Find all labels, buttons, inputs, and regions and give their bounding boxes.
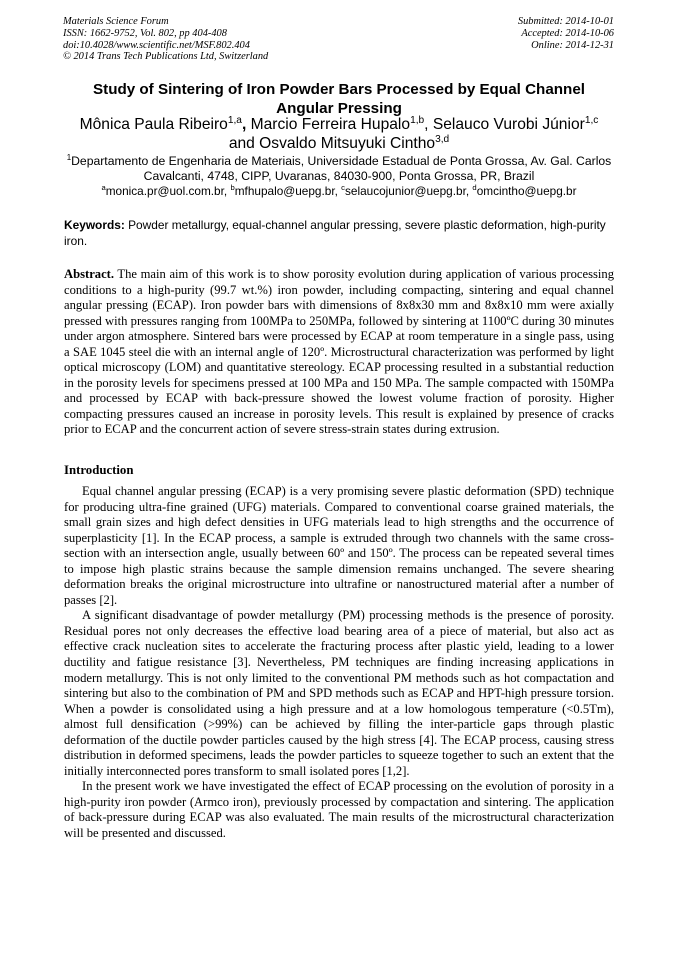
paragraph: In the present work we have investigated the effect of ECAP processing on the evolution of porosity in a high-purity iron powder (Armco iron), previously processed by compactation and sintering. The application of back-pressure during ECAP was also evaluated. The main results of the microstructural characterization will be presented and discussed. [64,779,614,841]
accepted-date: Accepted: 2014-10-06 [521,27,614,39]
email-address: monica.pr@uol.com.br [105,184,224,198]
keywords [64,218,614,249]
journal-info [63,16,268,63]
online-date: Online: 2014-12-31 [531,39,614,51]
journal-doi: doi:10.4028/www.scientific.net/MSF.802.404 [63,39,250,51]
journal-name: Materials Science Forum [63,16,169,27]
keywords-text: Powder metallurgy, equal-channel angular pressing, severe plastic deformation, high-purity iron. [64,218,606,248]
abstract-text: The main aim of this work is to show porosity evolution during application of various processing conditions to a high-purity (99.7 wt.%) iron powder, including compacting, sintering and equal channel angular pressing (ECAP). Iron powder bars with dimensions of 8x8x30 mm and 8x8x10 mm were axially pressed with pressures ranging from 100MPa to 250MPa, followed by sintering at 1100ºC during 30 minutes under argon atmosphere. Sintered bars were processed by ECAP at room temperature in a single pass, using a SAE 1045 steel die with an internal angle of 120º. Microstructural characterization was performed by light optical microscopy (LOM) and quantitative stereology. ECAP processing resulted in a substantial reduction in the porosity levels for specimens pressed at 100 MPa and 150 MPa. The sample compacted with 150MPa and processed by ECAP with back-pressure showed the lowest volume fraction of porosity. Higher compacting pressures caused an increase in porosity levels. This result is explained by presence of cracks prior to ECAP and the concurrent action of severe stress-strain states during extrusion. [64,267,614,437]
email-mark: d [472,183,477,193]
author-separator: , [424,116,433,133]
author-list [40,115,638,153]
paper-title: Study of Sintering of Iron Powder Bars Processed by Equal Channel Angular Pressing [93,81,585,117]
author-affiliation-mark: 1,c [584,114,599,126]
abstract [64,267,614,438]
journal-copyright: © 2014 Trans Tech Publications Ltd, Switzerland [63,51,269,63]
email-mark: c [341,183,345,193]
introduction-body [64,484,614,842]
author-separator: and [228,135,260,152]
paragraph: A significant disadvantage of powder metallurgy (PM) processing methods is the presence of porosity. Residual pores not only decreases the effective load bearing area of a piece of material, but also act as effective crack nucleation sites to accelerate the fracturing process after plastic yield, leading to a lower ductility and fatigue resistance [3]. Nevertheless, PM techniques are finding increasing applications in modern metallurgy. This is not only limited to the conventional PM methods such as hot compactation and sintering but also to the combination of PM and SPD methods such as ECAP and HPT-high pressure torsion. When a powder is consolidated using a high pressure and at a low homologous temperature (<0.5Tm), almost full densification (>99%) can be achieved by filling the inter-particle gaps through plastic deformation of the ductile powder particles caused by the high stress [4]. The ECAP process, causing stress distribution in deformed specimens, leads the powder particles to squeeze together to such an extent that the initially interconnected pores transform to small isolated pores [1,2]. [64,608,614,778]
keywords-label: Keywords: [64,218,125,232]
author-name: Selauco Vurobi Júnior [432,116,585,133]
author-emails: $^a$monica.pr@uol.com.br, $^b$mfhupalo@uepg.br, $^c$selaucojunior@uepg.br, $^d$omcintho@uepg.br [101,183,577,198]
email-address: mfhupalo@uepg.br [234,184,335,198]
author-affiliation-mark: 1,b [410,114,425,126]
author-name: Osvaldo Mitsuyuki Cintho [259,135,436,152]
author-affiliation-mark: 1,a [227,114,242,126]
affiliation-mark: 1 [66,152,72,162]
journal-issn: ISSN: 1662-9752, Vol. 802, pp 404-408 [63,27,227,39]
author-separator: , [241,116,251,133]
author-name: Marcio Ferreira Hupalo [250,116,411,133]
author-affiliation-mark: 3,d [435,133,450,145]
affiliation-text: Departamento de Engenharia de Materiais, Universidade Estadual de Ponta Grossa, Av. Gal. Carlos Cavalcanti, 4748, CIPP, Uvaranas, 84030-900, Ponta Grossa, PR, Brazil [71,154,612,184]
email-mark: b [230,183,235,193]
submitted-date: Submitted: 2014-10-01 [517,16,614,27]
email-address: omcintho@uepg.br [476,184,577,198]
abstract-label: Abstract. [64,267,115,281]
submission-dates [518,16,614,51]
author-name: Mônica Paula Ribeiro [79,116,228,133]
paragraph: Equal channel angular pressing (ECAP) is a very promising severe plastic deformation (SPD) technique for producing ultra-fine grained (UFG) materials. Compared to conventional coarse grained materials, the small grain sizes and high defect densities in UFG materials lead to high strengths and the occurrence of superplasticity [1]. In the ECAP process, a sample is extruded through two channels with the same cross-section with an intersection angle, usually between 60º and 150º. The process can be repeated several times to impose high plastic strains because the sample dimension remains unchanged. The severe shearing deformation breaks the original microstructure into ultrafine or nanostructured material after a number of passes [2]. [64,484,614,607]
email-mark: a [101,183,106,193]
affiliation [40,154,638,185]
section-heading-introduction: Introduction [64,463,134,477]
email-address: selaucojunior@uepg.br [345,184,466,198]
